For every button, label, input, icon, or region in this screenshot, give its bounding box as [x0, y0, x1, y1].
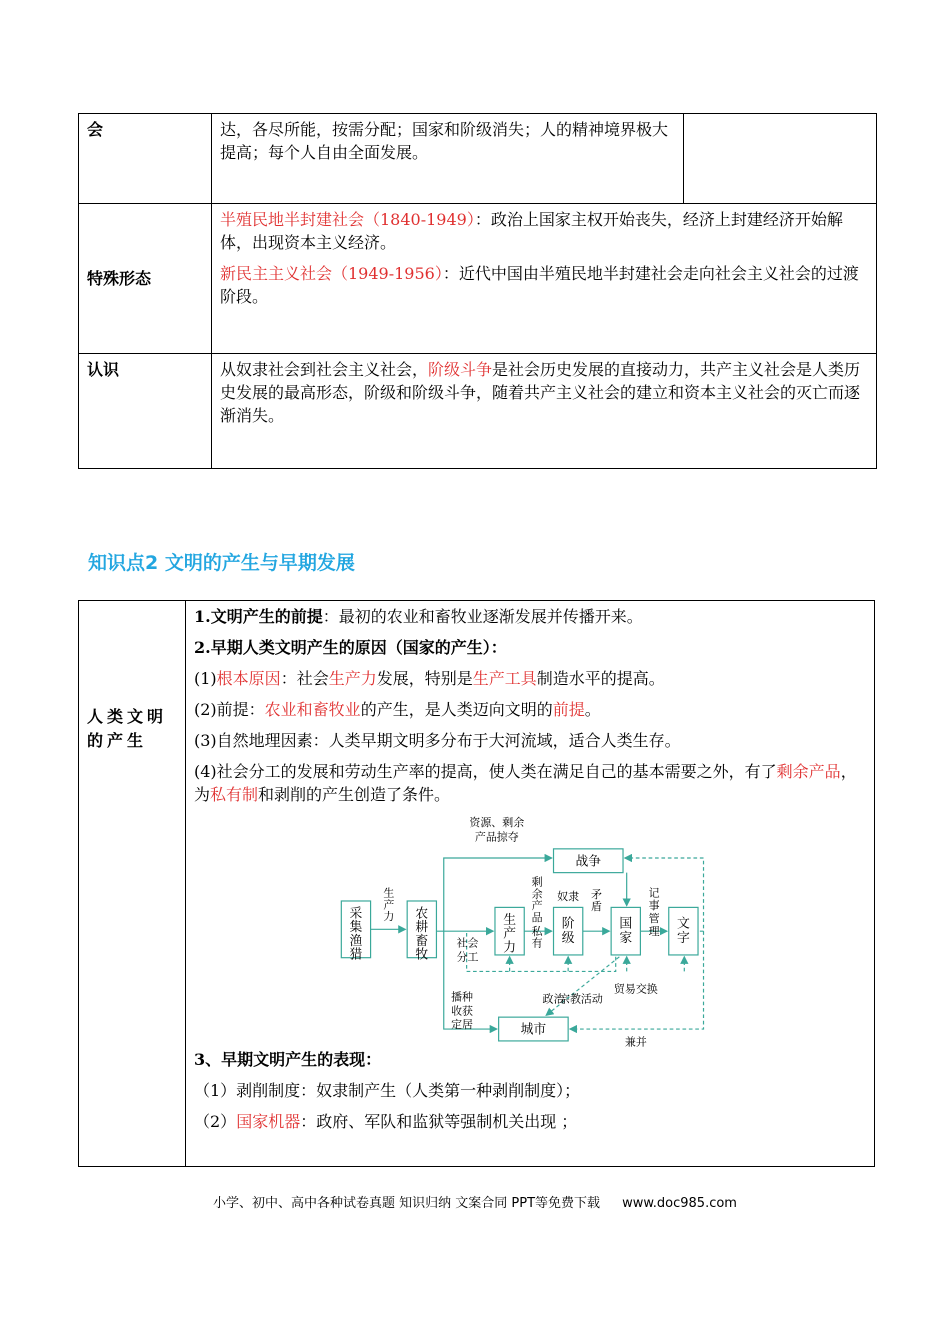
box-wenzi-label: 文字: [676, 916, 690, 947]
label-siyou: 私有: [531, 924, 543, 950]
label-shengyu: 剩余产品: [531, 875, 543, 925]
line-6: [194, 756, 866, 810]
footer-url[interactable]: www.doc985.com: [622, 1196, 737, 1211]
label-bozhong-1: 播种: [451, 990, 474, 1004]
text: ：政府、军队和监狱等强制机关出现 ；: [300, 1112, 578, 1131]
text: （2）: [194, 1112, 237, 1131]
label-shehui-1: 社会: [456, 936, 479, 950]
box-jieji-label: 阶级: [561, 916, 575, 947]
text: ，为: [194, 762, 857, 804]
row-label: 特殊形态: [79, 204, 212, 354]
box-chengshi-label: 城市: [520, 1022, 547, 1038]
line-1: [194, 601, 866, 632]
highlight-text: 半殖民地半封建社会（1840-1949）: [220, 210, 475, 229]
highlight-text: 前提: [552, 700, 585, 719]
line-4: [194, 694, 866, 725]
text: ：近代中国由半殖民地半封建社会走向社会主义社会的过渡阶段。: [220, 264, 859, 306]
row-content: [212, 204, 877, 354]
label-shengchanli-arrow: 生产力: [383, 886, 395, 924]
label-jianbing: 兼并: [624, 1035, 647, 1049]
civilization-table: [78, 600, 875, 1167]
text: ：最初的农业和畜牧业逐渐发展并传播开来。: [322, 607, 643, 626]
row-label: 人类文明的产生: [79, 601, 186, 1167]
highlight-text: 农业和畜牧业: [264, 700, 361, 719]
highlight-text: 国家机器: [236, 1112, 301, 1131]
label-zongjiao: 宗教活动: [559, 992, 603, 1006]
text: 制造水平的提高。: [536, 669, 665, 688]
label-maoyi: 贸易交换: [613, 982, 658, 996]
label-bozhong-2: 收获: [451, 1004, 474, 1018]
line-8: （1）剥削制度：奴隶制产生（人类第一种剥削制度）；: [194, 1081, 581, 1100]
highlight-text: 生产力: [328, 669, 377, 688]
text: 发展，特别是: [376, 669, 473, 688]
bold-text: 1.文明产生的前提: [194, 607, 323, 626]
paragraph: [220, 208, 868, 254]
box-shengchanli-label: 生产力: [503, 912, 517, 956]
civilization-diagram: [334, 814, 734, 1052]
row-content: [186, 601, 875, 1167]
row-content: [212, 354, 877, 469]
highlight-text: 根本原因: [216, 669, 281, 688]
label-bozhong-3: 定居: [451, 1018, 474, 1032]
text: ：政治上国家主权开始丧失，经济上封建经济开始解体，出现资本主义经济。: [220, 210, 843, 252]
highlight-text: 阶级斗争: [428, 360, 493, 379]
diagram-labels: [334, 814, 734, 1052]
table-row: [79, 114, 877, 204]
text: (2)前提：: [194, 700, 265, 719]
row-content: 达，各尽所能，按需分配；国家和阶级消失；人的精神境界极大提高；每个人自由全面发展。: [212, 114, 684, 204]
line-9: [194, 1106, 866, 1137]
text: 和剥削的产生创造了条件。: [258, 785, 451, 804]
text: (1): [194, 669, 217, 688]
label-maodun: 矛盾: [591, 888, 602, 914]
label-shehui-2: 分工: [456, 950, 479, 964]
highlight-text: 私有制: [210, 785, 259, 804]
box-caiji-label: 采集渔猎: [349, 906, 363, 963]
empty-cell: [684, 114, 877, 204]
line-5: (3)自然地理因素：人类早期文明多分布于大河流域，适合人类生存。: [194, 731, 681, 750]
label-ziyuan-1: 资源、剩余: [469, 815, 525, 829]
line-7: 3、早期文明产生的表现：: [194, 1050, 382, 1069]
label-ziyuan-2: 产品掠夺: [474, 830, 519, 844]
box-zhanzheng-label: 战争: [575, 854, 602, 870]
text: 的产生，是人类迈向文明的: [360, 700, 553, 719]
paragraph: [220, 262, 868, 308]
table-row: [79, 601, 875, 1167]
label-zhengzhi: 政治: [542, 992, 565, 1006]
line-2: 2.早期人类文明产生的原因（国家的产生）：: [194, 638, 507, 657]
line-3: [194, 663, 866, 694]
text: ：社会: [280, 669, 329, 688]
box-guojia-label: 国家: [619, 916, 633, 947]
text: 是社会历史发展的直接动力，共产主义社会是人类历史发展的最高形态，阶级和阶级斗争，随着共产主义社会的建立和资本主义社会的灭亡而逐渐消失。: [220, 360, 861, 425]
box-nonggeng-label: 农耕畜牧: [415, 906, 429, 963]
table-row: [79, 354, 877, 469]
label-jishi: 记事管理: [648, 886, 660, 938]
row-label: 会: [79, 114, 212, 204]
footer: [0, 1192, 950, 1211]
label-nuli: 奴隶: [557, 890, 580, 904]
highlight-text: 新民主主义社会（1949-1956）: [220, 264, 443, 283]
highlight-text: 剩余产品: [776, 762, 841, 781]
table-row: [79, 204, 877, 354]
text: (4)社会分工的发展和劳动生产率的提高，使人类在满足自己的基本需要之外，有了: [194, 762, 777, 781]
footer-text: 小学、初中、高中各种试卷真题 知识归纳 文案合同 PPT等免费下载: [213, 1196, 601, 1211]
social-forms-table: [78, 113, 877, 469]
section-heading: 知识点2 文明的产生与早期发展: [88, 552, 355, 574]
text: 从奴隶社会到社会主义社会，: [220, 360, 429, 379]
row-label: 认识: [79, 354, 212, 469]
text: 。: [584, 700, 601, 719]
highlight-text: 生产工具: [472, 669, 537, 688]
